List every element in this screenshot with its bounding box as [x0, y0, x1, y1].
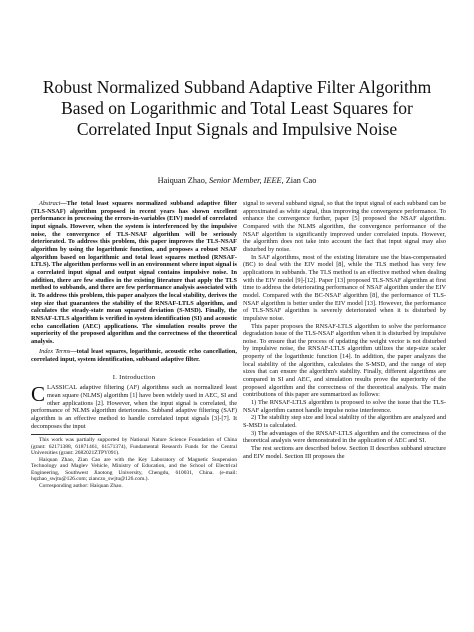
- paper-title: Robust Normalized Subband Adaptive Filter Algorithm Based on Logarithmic and Total Least Squares for Correlated Input Signals and Impulsive Noise: [42, 77, 432, 139]
- body-paragraph: signal to several subband signal, so that the input signal of each subband can be approximated as white signal, thus improving the convergence performance. To enhance the convergence further, paper [5] proposed the NSAF algorithm. Compared with the NLMS algorithm, the convergence performance of the NSAF algorithm is significantly improved under correlated inputs. However, the algorithm does not take into account the fact that input signal may also disturbed by noise.: [243, 200, 446, 253]
- footnote-funding: This work was partially supported by National Nature Science Foundation of China (grant: 62171388, 61871461, 61571374), Fundamental Research Funds for the Central Universities (grant: 2682021ZTPY091).: [31, 437, 237, 457]
- contribution-item: 3) The advantages of the RNSAF-LTLS algorithm and the correctness of the theoretical analysis were demonstrated in the application of AEC and SI.: [243, 429, 446, 445]
- abstract-text: —The total least squares normalized subband adaptive filter (TLS-NSAF) algorithm proposed in recent years has shown excellent performance in processing the errors-in-variables (EIV) model of correlated input signals. However, when the system is interferenced by the impulsive noise, the convergence of TLS-NSAF algorithm will be seriously deteriorated. To address this problem, this paper improves the TLS-NSAF algorithm by using the logarithmic function, and proposes a robust NSAF algorithm based on logarithmic and total least squares method (RNSAF-LTLS). The algorithm performs well in an environment where input signal is a correlated input signal and output signal contains impulsive noise. In addition, there are few studies in the existing literature that apply the TLS method to subbands, and there are few performance analysis associated with it. To address this problem, this paper analyzes the local stability, derives the step size that guarantees the stability of the RNSAF-LTLS algorithm, and calculates the steady-state mean squared deviation (S-MSD). Finally, the RNSAF-LTLS algorithm is verified in system identification (SI) and acoustic echo cancellation (AEC) applications. The simulation results prove the superiority of the proposed algorithm and the correctness of the theoretical analysis.: [31, 200, 237, 345]
- index-terms-text: —total least squares, logarithmic, acoustic echo cancellation, correlated input, system identification, subband adaptive filter.: [31, 348, 237, 364]
- author-membership: Senior Member, IEEE: [209, 176, 282, 185]
- contribution-item: 2) The stability step size and local stability of the algorithm are analyzed and S-MSD is calculated.: [243, 414, 446, 430]
- contribution-item: 1) The RNSAF-LTLS algorithm is proposed to solve the issue that the TLS-NSAF algorithm cannot handle impulse noise interference.: [243, 399, 446, 414]
- index-terms-label: Index Terms: [39, 348, 71, 356]
- body-paragraph: In SAF algorithms, most of the existing literature use the bias-compensated (BC) to deal with the EIV model [8], while the TLS method has very few applications in subbands. The TLS method is an effective method when dealing with the EIV model [9]-[12]. Paper [13] proposed TLS-NSAF algorithm at first time to address the deteriorating performance of NSAF algorithm under the EIV model. Compared with the BC-NSAF algorithm [8], the performance of TLS-NSAF algorithm is better under the EIV model [13]. However, the performance of TLS-NSAF algorithm is severely deteriorated when it is disturbed by impulsive noise.: [243, 253, 446, 322]
- right-column: [243, 200, 446, 460]
- abstract-label: Abstract: [39, 200, 61, 207]
- author-coauthor: , Zian Cao: [281, 176, 317, 185]
- author-names: Haiquan Zhao,: [157, 176, 209, 185]
- abstract: [31, 200, 237, 345]
- footnote-corresponding: Corresponding author: Haiquan Zhao.: [39, 482, 123, 489]
- footnote-divider: [31, 434, 101, 435]
- left-column: [31, 200, 237, 489]
- index-terms: [31, 348, 237, 363]
- intro-text: LASSICAL adaptive filtering (AF) algorithms such as normalized least mean square (NLMS) algorithm [1] have been widely used in AEC, SI and other applications [2]. However, when the input signal is correlated, the performance of NLMS algorithm deteriorates. Subband adaptive filtering (SAF) algorithm is an effective method to handle correlated input signals [3]-[7]. It decomposes the input: [31, 384, 237, 430]
- section-heading-introduction: I. Introduction: [112, 373, 156, 381]
- body-paragraph: The rest sections are described below. Section II describes subband structure and EIV model. Section III proposes the: [243, 445, 446, 460]
- author-line: [30, 176, 444, 185]
- drop-cap: C: [31, 382, 46, 407]
- intro-paragraph: [31, 384, 237, 430]
- footnote-affiliation: Haiquan Zhao, Zian Cao are with the Key Laboratory of Magnetic Suspension Technology and Maglev Vehicle, Ministry of Education, and the School of Electrical Engineering, Southwest Jiaotong University, Chengdu, 610031, China. (e-mail: hqzhao_swjtu@126.com; zianczo_swjtu@126.com.).: [31, 456, 237, 483]
- body-paragraph: This paper proposes the RNSAF-LTLS algorithm to solve the performance degradation issue of the TLS-NSAF algorithm when it is disturbed by impulsive noise. To ensure that the process of updating the weight vector is not disturbed by impulsive noise, the RNSAF-LTLS algorithm utilizes the step-size scaler property of the logarithmic function [14]. In addition, the paper analyzes the local stability of the algorithm, calculates the S-MSD, and the range of step sizes that can ensure the algorithm's stability. Finally, different algorithms are compared in SI and AEC, and simulation results prove the superiority of the proposed algorithm and the correctness of the theoretical analysis. The main contributions of this paper are summarized as follows:: [243, 322, 446, 399]
